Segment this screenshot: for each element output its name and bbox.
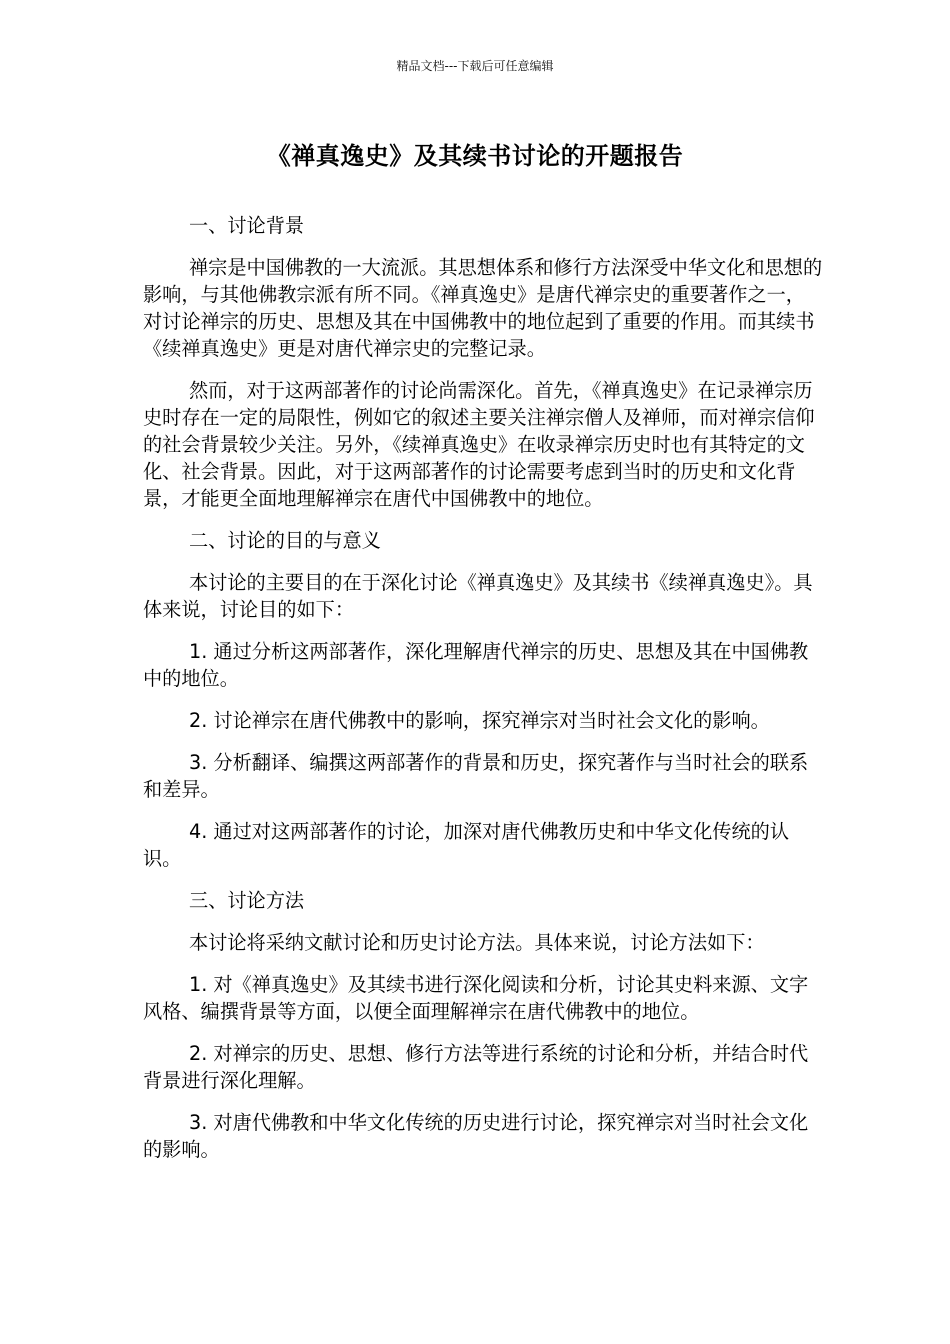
paragraph-method-intro: 本讨论将采纳文献讨论和历史讨论方法。具体来说，讨论方法如下： — [189, 931, 765, 954]
list-item-method-1: 1. 对《禅真逸史》及其续书进行深化阅读和分析，讨论其史料来源、文字风格、编撰背景等方面，以便全面理解禅宗在唐代佛教中的地位。 — [143, 973, 809, 1023]
section-heading-method: 三、讨论方法 — [189, 889, 305, 912]
list-item-method-2: 2. 对禅宗的历史、思想、修行方法等进行系统的讨论和分析，并结合时代背景进行深化理解。 — [143, 1042, 809, 1092]
header-note: 精品文档---下载后可任意编辑 — [396, 59, 554, 73]
list-item-purpose-2: 2. 讨论禅宗在唐代佛教中的影响，探究禅宗对当时社会文化的影响。 — [189, 709, 770, 732]
paragraph-background-intro: 禅宗是中国佛教的一大流派。其思想体系和修行方法深受中华文化和思想的影响，与其他佛教宗派有所不同。《禅真逸史》是唐代禅宗史的重要著作之一，对讨论禅宗的历史、思想及其在中国佛教中的地位起到了重要的作用。而其续书《续禅真逸史》更是对唐代禅宗史的完整记录。 — [143, 256, 823, 360]
document-body — [143, 212, 823, 1178]
document-title: 《禅真逸史》及其续书讨论的开题报告 — [266, 142, 684, 170]
list-item-purpose-1: 1. 通过分析这两部著作，深化理解唐代禅宗的历史、思想及其在中国佛教中的地位。 — [143, 640, 809, 690]
list-item-method-3: 3. 对唐代佛教和中华文化传统的历史进行讨论，探究禅宗对当时社会文化的影响。 — [143, 1111, 809, 1161]
paragraph-background-issues: 然而，对于这两部著作的讨论尚需深化。首先，《禅真逸史》在记录禅宗历史时存在一定的局限性，例如它的叙述主要关注禅宗僧人及禅师，而对禅宗信仰的社会背景较少关注。另外，《续禅真逸史》在收录禅宗历史时也有其特定的文化、社会背景。因此，对于这两部著作的讨论需要考虑到当时的历史和文化背景，才能更全面地理解禅宗在唐代中国佛教中的地位。 — [143, 379, 815, 510]
section-heading-background: 一、讨论背景 — [189, 214, 305, 237]
list-item-purpose-3: 3. 分析翻译、编撰这两部著作的背景和历史，探究著作与当时社会的联系和差异。 — [143, 751, 809, 801]
section-heading-purpose: 二、讨论的目的与意义 — [189, 529, 381, 552]
list-item-purpose-4: 4. 通过对这两部著作的讨论，加深对唐代佛教历史和中华文化传统的认识。 — [143, 820, 790, 870]
paragraph-purpose-intro: 本讨论的主要目的在于深化讨论《禅真逸史》及其续书《续禅真逸史》。具体来说，讨论目的如下： — [143, 571, 813, 621]
